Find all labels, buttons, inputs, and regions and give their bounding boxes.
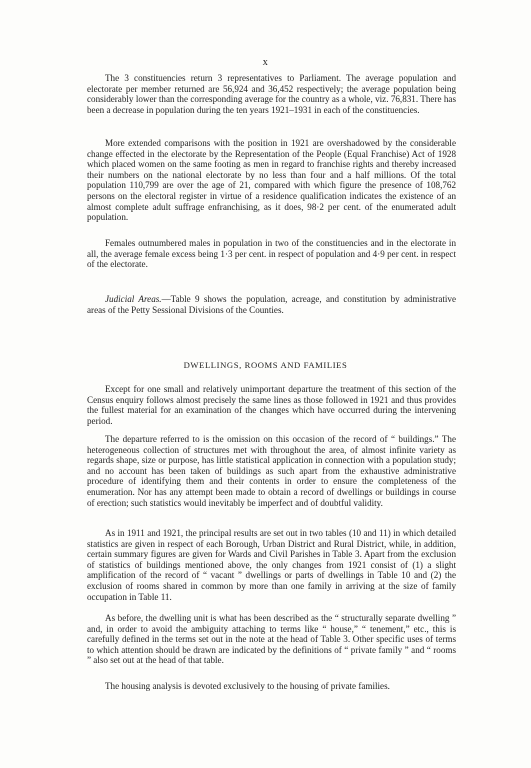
judicial-areas-text: —Table 9 shows the population, acreage, and constitution by administrative areas of the Petty Sessional Divisions of the Counties. — [87, 294, 456, 315]
paragraph-principal-results: As in 1911 and 1921, the principal results are set out in two tables (10 and 11) in which detailed statistics are given in respect of each Borough, Urban District and Rural District, while, in addition, certain summary figures are given for Wards and Civil Parishes in Table 3. Apart from the exclusion of statistics of buildings mentioned above, the only changes from 1921 consist of (1) a slight amplification of the record of “ vacant ” dwellings or parts of dwellings in Table 10 and (2) the exclusion of rooms shared in common by more than one family in arriving at the size of family occupation in Table 11. — [87, 528, 456, 602]
judicial-areas-lead: Judicial Areas. — [105, 294, 162, 304]
page-number: x — [262, 57, 269, 68]
paragraph-treatment: Except for one small and relatively unimportant departure the treatment of this section of the Census enquiry follows almost precisely the same lines as those followed in 1921 and thus provides the fullest material for an examination of the changes which have occurred during the intervening period. — [87, 384, 456, 426]
paragraph-constituencies: The 3 constituencies return 3 representatives to Parliament. The average population and electorate per member returned are 56,924 and 36,452 respectively; the average population being considerably lower than the corresponding average for the country as a whole, viz. 76,831. There has been a decrease in population during the ten years 1921–1931 in each of the constituencies. — [87, 73, 456, 115]
paragraph-buildings: The departure referred to is the omission on this occasion of the record of “ buildings.” The heterogeneous collection of structures met with throughout the area, of almost infinite variety as regards shape, size or purpose, has little statistical application in connection with a population study; and no account has been taken of buildings as such apart from the exhaustive administrative procedure of identifying them and their contents in order to ensure the completeness of the enumeration. Nor has any attempt been made to obtain a record of dwellings or buildings in course of erection; such statistics would inevitably be imperfect and of doubtful validity. — [87, 434, 456, 508]
paragraph-electorate-comparison: More extended comparisons with the position in 1921 are overshadowed by the considerable change effected in the electorate by the Representation of the People (Equal Franchise) Act of 1928 which placed women on the same footing as men in regard to franchise rights and thereby increased their numbers on the national electorate by no less than four and a half millions. Of the total population 110,799 are over the age of 21, compared with which figure the presence of 108,762 persons on the electoral register in virtue of a residence qualification indicates the existence of an almost complete adult suffrage enfranchising, as it does, 98·2 per cent. of the enumerated adult population. — [87, 138, 456, 223]
paragraph-judicial-areas — [87, 294, 456, 315]
paragraph-female-excess: Females outnumbered males in population in two of the constituencies and in the electorate in all, the average female excess being 1·3 per cent. in respect of population and 4·9 per cent. in respect of the electorate. — [87, 238, 456, 270]
section-heading: DWELLINGS, ROOMS AND FAMILIES — [183, 360, 348, 370]
paragraph-dwelling-unit: As before, the dwelling unit is what has been described as the “ structurally separate dwelling ” and, in order to avoid the ambiguity attaching to terms like “ house,” “ tenement,” etc., this is carefully defined in the terms set out in the note at the head of Table 3. Other specific uses of terms to which attention should be drawn are indicated by the definitions of “ private family ” and “ rooms ” also set out at the head of that table. — [87, 613, 456, 666]
paragraph-housing-analysis: The housing analysis is devoted exclusively to the housing of private families. — [105, 681, 390, 691]
